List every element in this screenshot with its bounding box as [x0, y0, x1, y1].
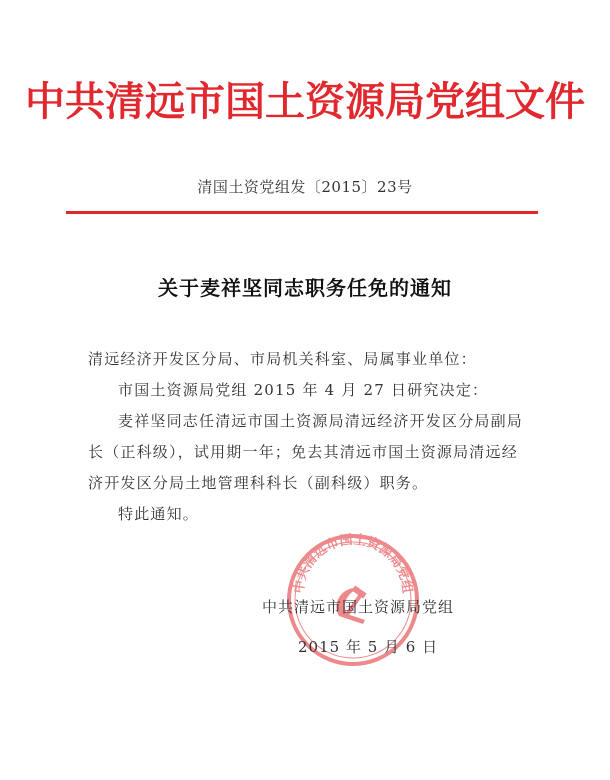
seal-text: 中共清远市国土资源局党组	[291, 532, 415, 595]
notice-addressee: 清远经济开发区分局、市局机关科室、局属事业单位：	[88, 350, 477, 368]
notice-paragraph-appointment: 麦祥坚同志任清远市国土资源局清远经济开发区分局副局长（正科级），试用期一年；免去其清远市国土资源局清远经济开发区分局土地管理科科长（副科级）职务。	[88, 412, 524, 492]
svg-text:中共清远市国土资源局党组	[291, 532, 416, 595]
notice-subject: 关于麦祥坚同志职务任免的通知	[158, 276, 452, 300]
document-number: 清国土资党组发〔2015〕23号	[197, 178, 413, 196]
document-header-title: 中共清远市国土资源局党组文件	[25, 78, 585, 125]
signature-org: 中共清远市国土资源局党组	[262, 598, 455, 616]
notice-paragraph-closing: 特此通知。	[118, 505, 200, 523]
notice-paragraph-decision: 市国土资源局党组 2015 年 4 月 27 日研究决定：	[118, 381, 489, 399]
header-divider	[66, 211, 538, 214]
signature-date: 2015 年 5 月 6 日	[298, 638, 439, 656]
